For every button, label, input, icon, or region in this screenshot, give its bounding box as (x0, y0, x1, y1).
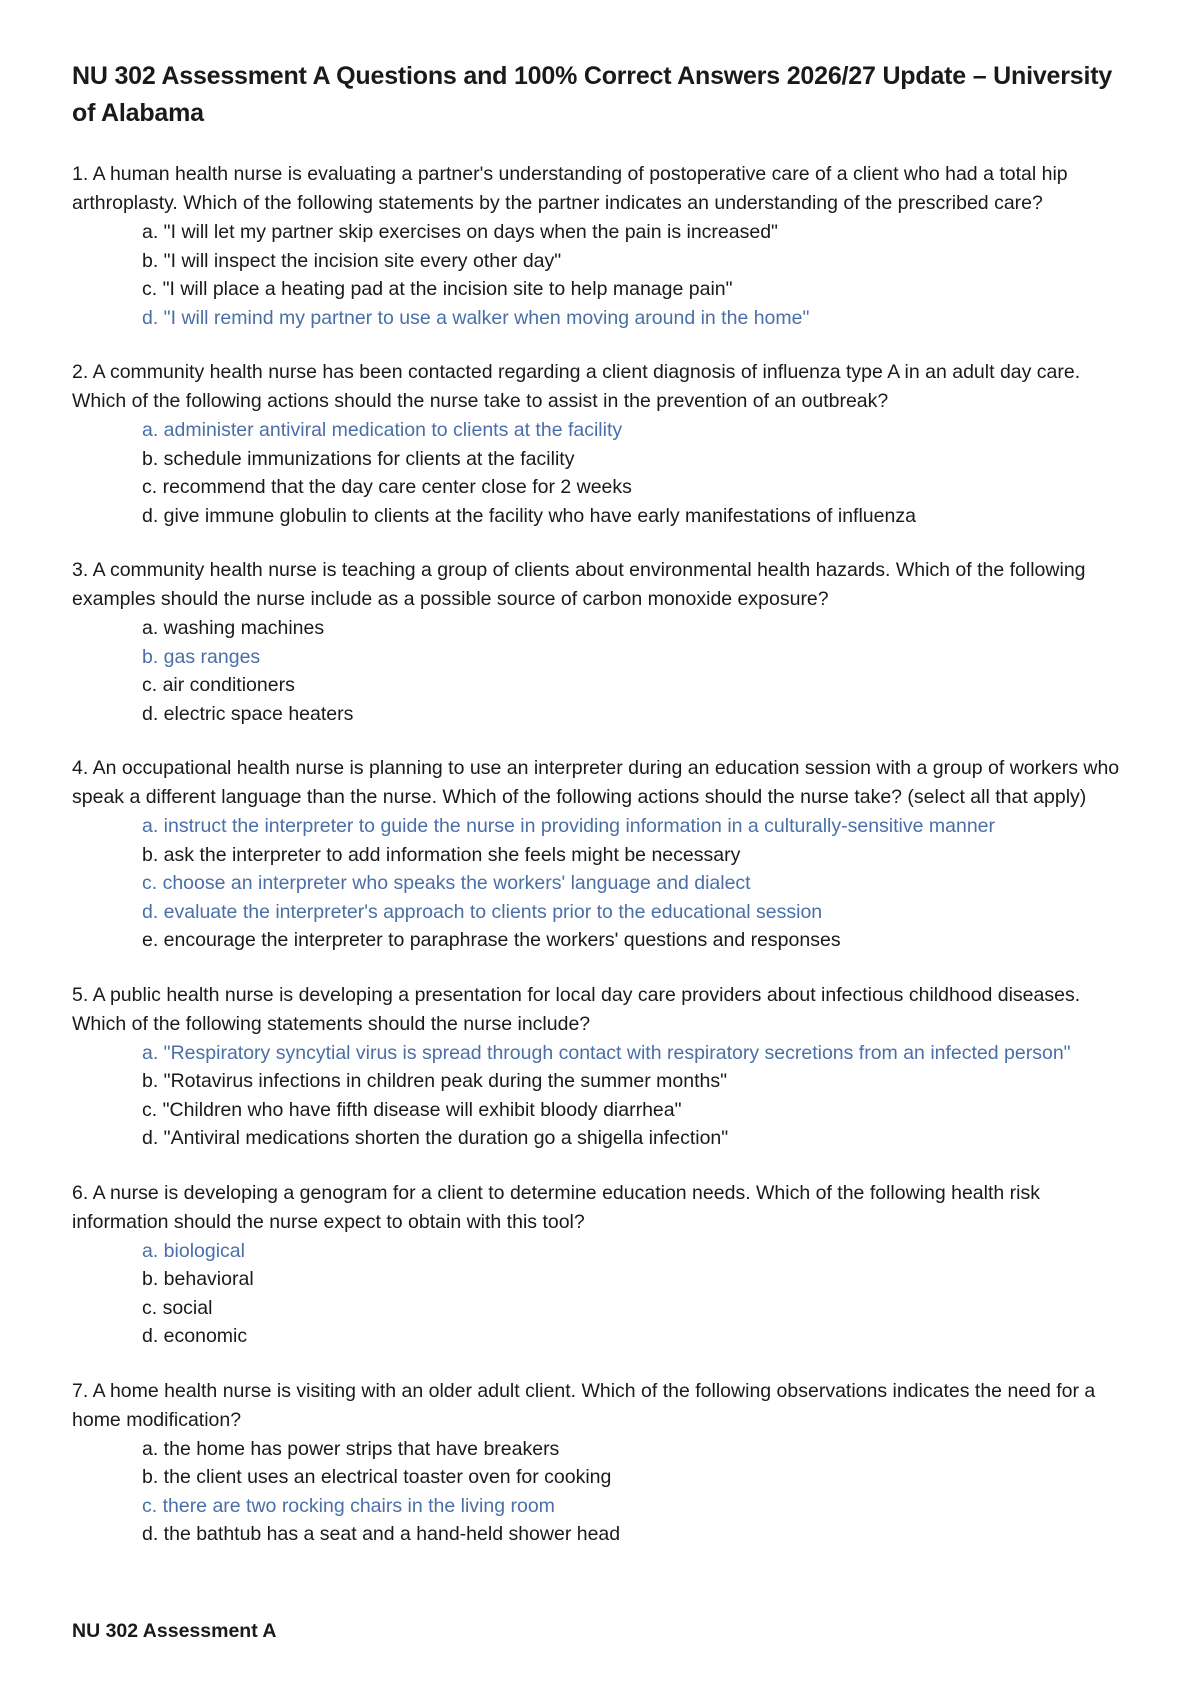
question-stem: 1. A human health nurse is evaluating a partner's understanding of postoperative care of a client who had a total hip arthroplasty. Which of the following statements by the partner indicates an understanding of the prescribed care? (72, 163, 1068, 214)
question-stem: 2. A community health nurse has been contacted regarding a client diagnosis of influenza type A in an adult day care. Which of the following actions should the nurse take to assist in the prevention of an outbreak? (72, 361, 1081, 412)
question-stem: 5. A public health nurse is developing a presentation for local day care providers about infectious childhood diseases. Which of the following statements should the nurse include? (72, 983, 1081, 1035)
answer-option: b. schedule immunizations for clients at the facility (142, 447, 575, 470)
question-stem: 7. A home health nurse is visiting with an older adult client. Which of the following observations indicates the need for a home modification? (72, 1379, 1096, 1431)
answer-option: d. "Antiviral medications shorten the duration go a shigella infection" (142, 1127, 729, 1149)
question-1 (72, 160, 1132, 332)
question-stem: 6. A nurse is developing a genogram for a client to determine education needs. Which of the following health risk information should the nurse expect to obtain with this tool? (72, 1181, 1040, 1233)
question-stem: 4. An occupational health nurse is planning to use an interpreter during an education session with a group of workers who speak a different language than the nurse. Which of the following actions should the nurse take? (select all that apply) (72, 757, 1120, 808)
question-5 (72, 981, 1132, 1153)
answer-option: a. washing machines (142, 617, 325, 639)
correct-answer-option: a. administer antiviral medication to clients at the facility (142, 419, 623, 441)
question-2 (72, 358, 1132, 530)
answer-option: b. the client uses an electrical toaster oven for cooking (142, 1466, 612, 1488)
question-7 (72, 1377, 1132, 1549)
question-3 (72, 556, 1132, 728)
answer-option: d. electric space heaters (142, 702, 354, 725)
question-6 (72, 1179, 1132, 1351)
correct-answer-option: b. gas ranges (142, 645, 261, 668)
answer-option: d. economic (142, 1325, 248, 1347)
document-page (72, 58, 1132, 1575)
answer-option: c. air conditioners (142, 674, 295, 696)
answer-option: d. the bathtub has a seat and a hand-held shower head (142, 1523, 621, 1545)
answer-options (72, 812, 1132, 955)
correct-answer-option: c. choose an interpreter who speaks the workers' language and dialect (142, 872, 751, 894)
answer-option: c. recommend that the day care center close for 2 weeks (142, 476, 632, 498)
correct-answer-option: a. biological (142, 1239, 245, 1262)
document-title: NU 302 Assessment A Questions and 100% Correct Answers 2026/27 Update – University of Alabama (72, 62, 1113, 127)
answer-option: b. behavioral (142, 1268, 254, 1290)
answer-options (72, 1237, 1132, 1351)
answer-options (72, 1039, 1132, 1153)
question-stem: 3. A community health nurse is teaching a group of clients about environmental health hazards. Which of the following examples should the nurse include as a possible source of carbon monoxide exposure? (72, 559, 1086, 610)
answer-option: b. "I will inspect the incision site every other day" (142, 249, 562, 272)
answer-option: b. "Rotavirus infections in children peak during the summer months" (142, 1070, 728, 1092)
question-4 (72, 754, 1132, 955)
answer-option: a. the home has power strips that have breakers (142, 1437, 560, 1460)
answer-option: c. social (142, 1296, 213, 1319)
answer-option: e. encourage the interpreter to paraphrase the workers' questions and responses (142, 929, 841, 951)
answer-option: d. give immune globulin to clients at the facility who have early manifestations of influenza (142, 504, 916, 527)
answer-option: b. ask the interpreter to add information she feels might be necessary (142, 843, 741, 866)
page-footer: NU 302 Assessment A (72, 1620, 277, 1642)
answer-option: c. "I will place a heating pad at the incision site to help manage pain" (142, 278, 733, 300)
correct-answer-option: d. "I will remind my partner to use a walker when moving around in the home" (142, 306, 810, 329)
correct-answer-option: a. "Respiratory syncytial virus is spread through contact with respiratory secretions from an infected person" (142, 1041, 1071, 1064)
correct-answer-option: d. evaluate the interpreter's approach to clients prior to the educational session (142, 900, 823, 923)
answer-option: a. "I will let my partner skip exercises on days when the pain is increased" (142, 221, 778, 243)
answer-options (72, 1435, 1132, 1549)
answer-options (72, 218, 1132, 332)
correct-answer-option: a. instruct the interpreter to guide the nurse in providing information in a culturally-sensitive manner (142, 815, 996, 837)
correct-answer-option: c. there are two rocking chairs in the living room (142, 1494, 555, 1517)
answer-options (72, 614, 1132, 728)
answer-options (72, 416, 1132, 530)
answer-option: c. "Children who have fifth disease will exhibit bloody diarrhea" (142, 1098, 682, 1121)
